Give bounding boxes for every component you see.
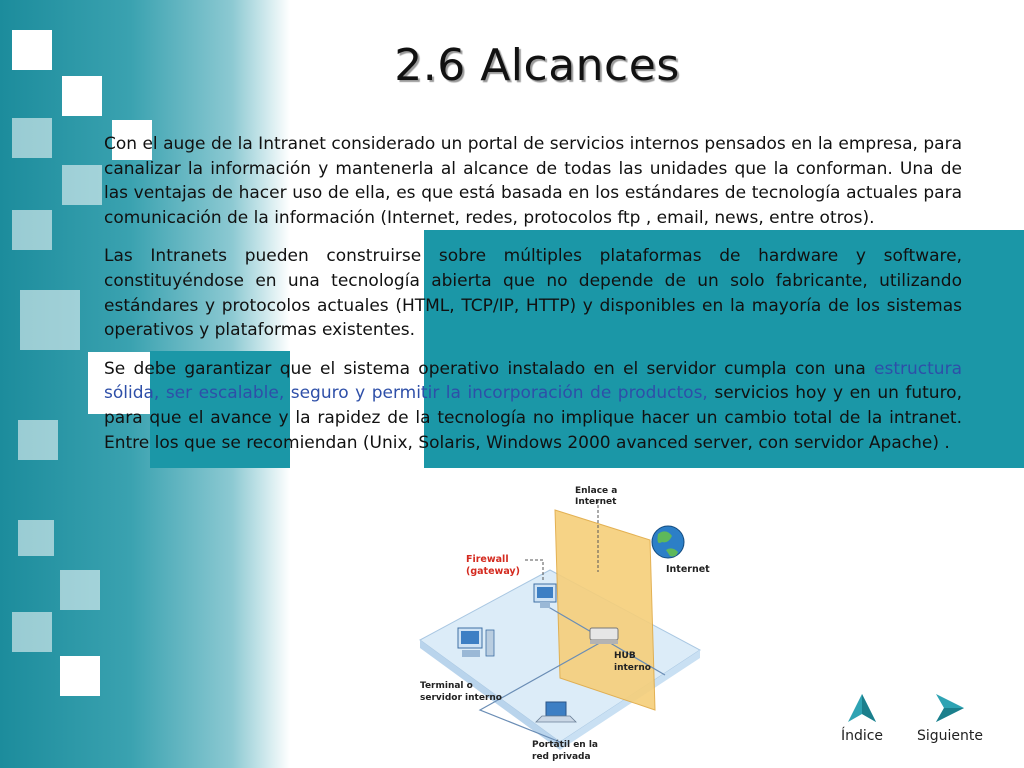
index-button[interactable] <box>822 690 902 744</box>
paragraph-3-start: Se debe garantizar que el sistema operativo instalado en el servidor cumpla con una <box>104 358 875 379</box>
page-title: 2.6 Alcances <box>394 40 680 91</box>
arrow-up-icon <box>844 690 880 726</box>
slide-body <box>104 132 962 469</box>
paragraph-3-highlight: estructura sólida, ser escalable, seguro y permitir la incorporación de productos, <box>104 358 962 404</box>
decor-square <box>62 165 102 205</box>
portatil-label-2: red privada <box>532 752 591 762</box>
terminal-label-1: Terminal o <box>420 681 473 691</box>
decor-square <box>12 612 52 652</box>
paragraph-1: Con el auge de la Intranet considerado un portal de servicios internos pensados en la empresa, para canalizar la información y mantenerla al alcance de todas las unidades que la conforman. Una de las ventajas de hacer uso de ella, es que está basada en los estándares de tecnología actuales para comunicación de la información (Internet, redes, protocolos ftp , email, news, entre otros). <box>104 134 962 228</box>
terminal-computer-icon <box>458 628 494 657</box>
index-label: Índice <box>840 728 884 744</box>
enlace-label-1: Enlace a <box>575 486 618 496</box>
hub-label-1: HUB <box>614 651 636 661</box>
intranet-network-diagram <box>400 480 730 768</box>
decor-square <box>20 290 80 350</box>
paragraph-2: Las Intranets pueden construirse sobre múltiples plataformas de hardware y software, constituyéndose en una tecnología abierta que no depende de un solo fabricante, utilizando estándares y protocolos actuales (HTML, TCP/IP, HTTP) y disponibles en la mayoría de los sistemas operativos y plataformas existentes. <box>104 246 962 341</box>
hub-label-2: interno <box>614 663 651 673</box>
decor-square <box>12 118 52 158</box>
firewall-label-1: Firewall <box>466 554 509 565</box>
decor-square <box>18 420 58 460</box>
decor-square <box>18 520 54 556</box>
arrow-right-icon <box>932 690 968 726</box>
terminal-label-2: servidor interno <box>420 693 502 703</box>
paragraph-3-end: servicios hoy y en un futuro, para que el avance y la rapidez de la tecnología no implique hacer un cambio total de la intranet. Entre los que se recomiendan (Unix, Solaris, Windows 2000 avanced server, con servidor Apache) . <box>104 383 962 453</box>
decor-square <box>12 210 52 250</box>
firewall-label-2: (gateway) <box>466 566 520 577</box>
decor-square <box>60 570 100 610</box>
decor-square <box>60 656 100 696</box>
globe-icon <box>652 526 684 558</box>
internet-label: Internet <box>666 564 710 575</box>
next-label: Siguiente <box>916 728 983 744</box>
portatil-label-1: Portátil en la <box>532 740 599 750</box>
enlace-label-2: Internet <box>575 497 617 507</box>
next-button[interactable] <box>910 690 990 744</box>
hub-icon <box>590 628 618 644</box>
firewall-wall <box>555 510 655 710</box>
paragraph-3 <box>104 357 962 455</box>
